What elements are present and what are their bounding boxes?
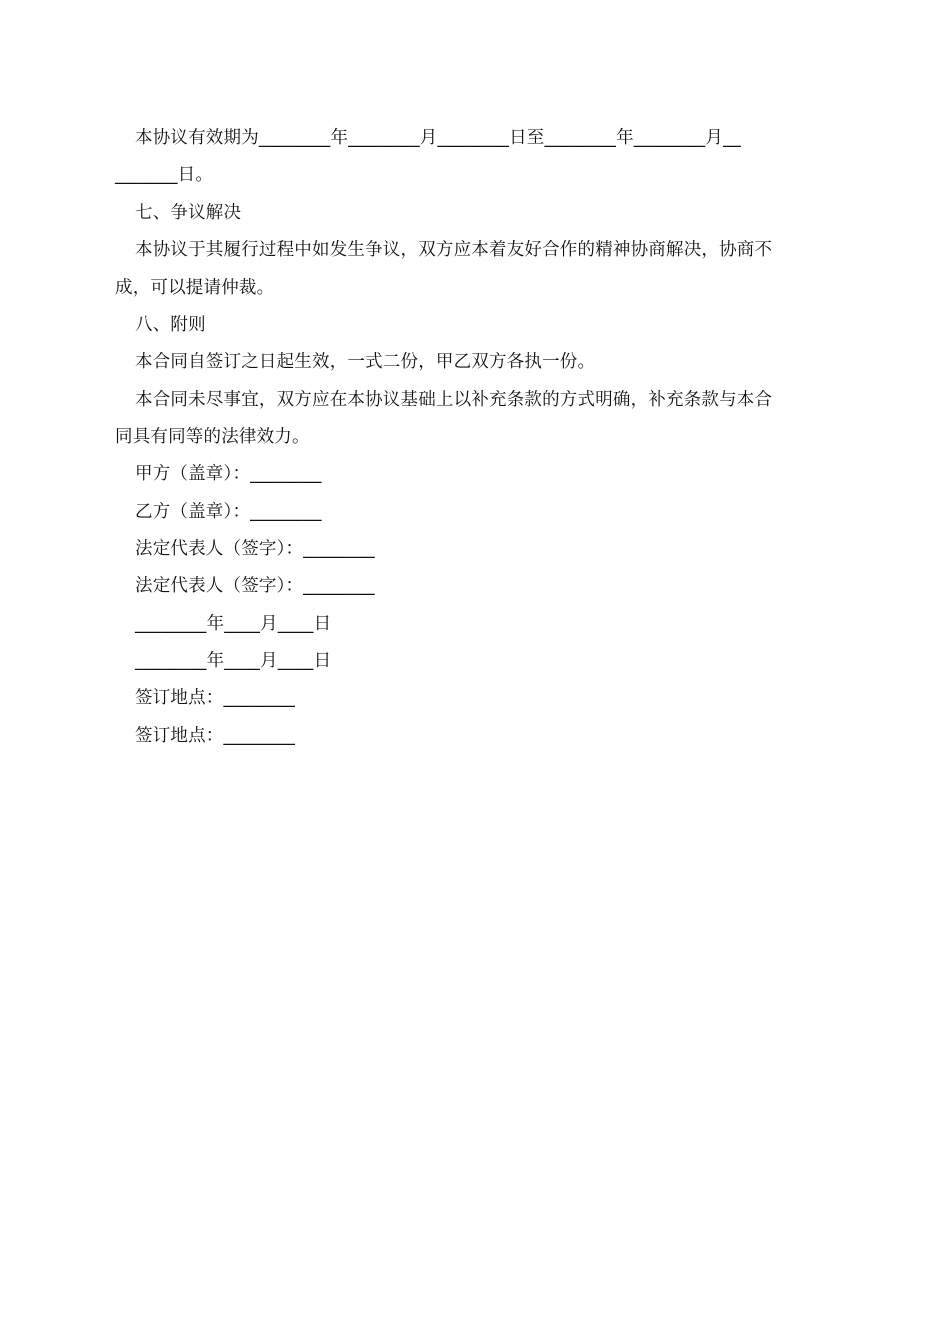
section-heading-appendix: 八、附则 [135, 315, 206, 335]
legal-rep-signature-field-2: 法定代表人（签字）：________ [135, 576, 375, 596]
signing-place-field-1: 签订地点：________ [135, 688, 296, 708]
party-b-seal-field: 乙方（盖章）：________ [135, 502, 322, 522]
dispute-paragraph-line-1: 本协议于其履行过程中如发生争议，双方应本着友好合作的精神协商解决，协商不 [135, 240, 773, 260]
validity-period-line-1: 本协议有效期为________年________月________日至________年________月__ [135, 128, 741, 148]
signing-place-field-2: 签订地点：________ [135, 726, 296, 746]
legal-rep-signature-field-1: 法定代表人（签字）：________ [135, 539, 375, 559]
validity-period-line-2: _______日。 [115, 165, 214, 185]
party-a-seal-field: 甲方（盖章）：________ [135, 464, 322, 484]
appendix-paragraph-2-line-1: 本合同未尽事宜，双方应在本协议基础上以补充条款的方式明确，补充条款与本合 [135, 390, 773, 410]
dispute-paragraph-line-2: 成，可以提请仲裁。 [115, 278, 275, 298]
appendix-paragraph-1: 本合同自签订之日起生效，一式二份，甲乙双方各执一份。 [135, 352, 596, 372]
appendix-paragraph-2-line-2: 同具有同等的法律效力。 [115, 427, 310, 447]
date-field-2: ________年____月____日 [135, 651, 332, 671]
section-heading-dispute: 七、争议解决 [135, 203, 242, 223]
date-field-1: ________年____月____日 [135, 614, 332, 634]
